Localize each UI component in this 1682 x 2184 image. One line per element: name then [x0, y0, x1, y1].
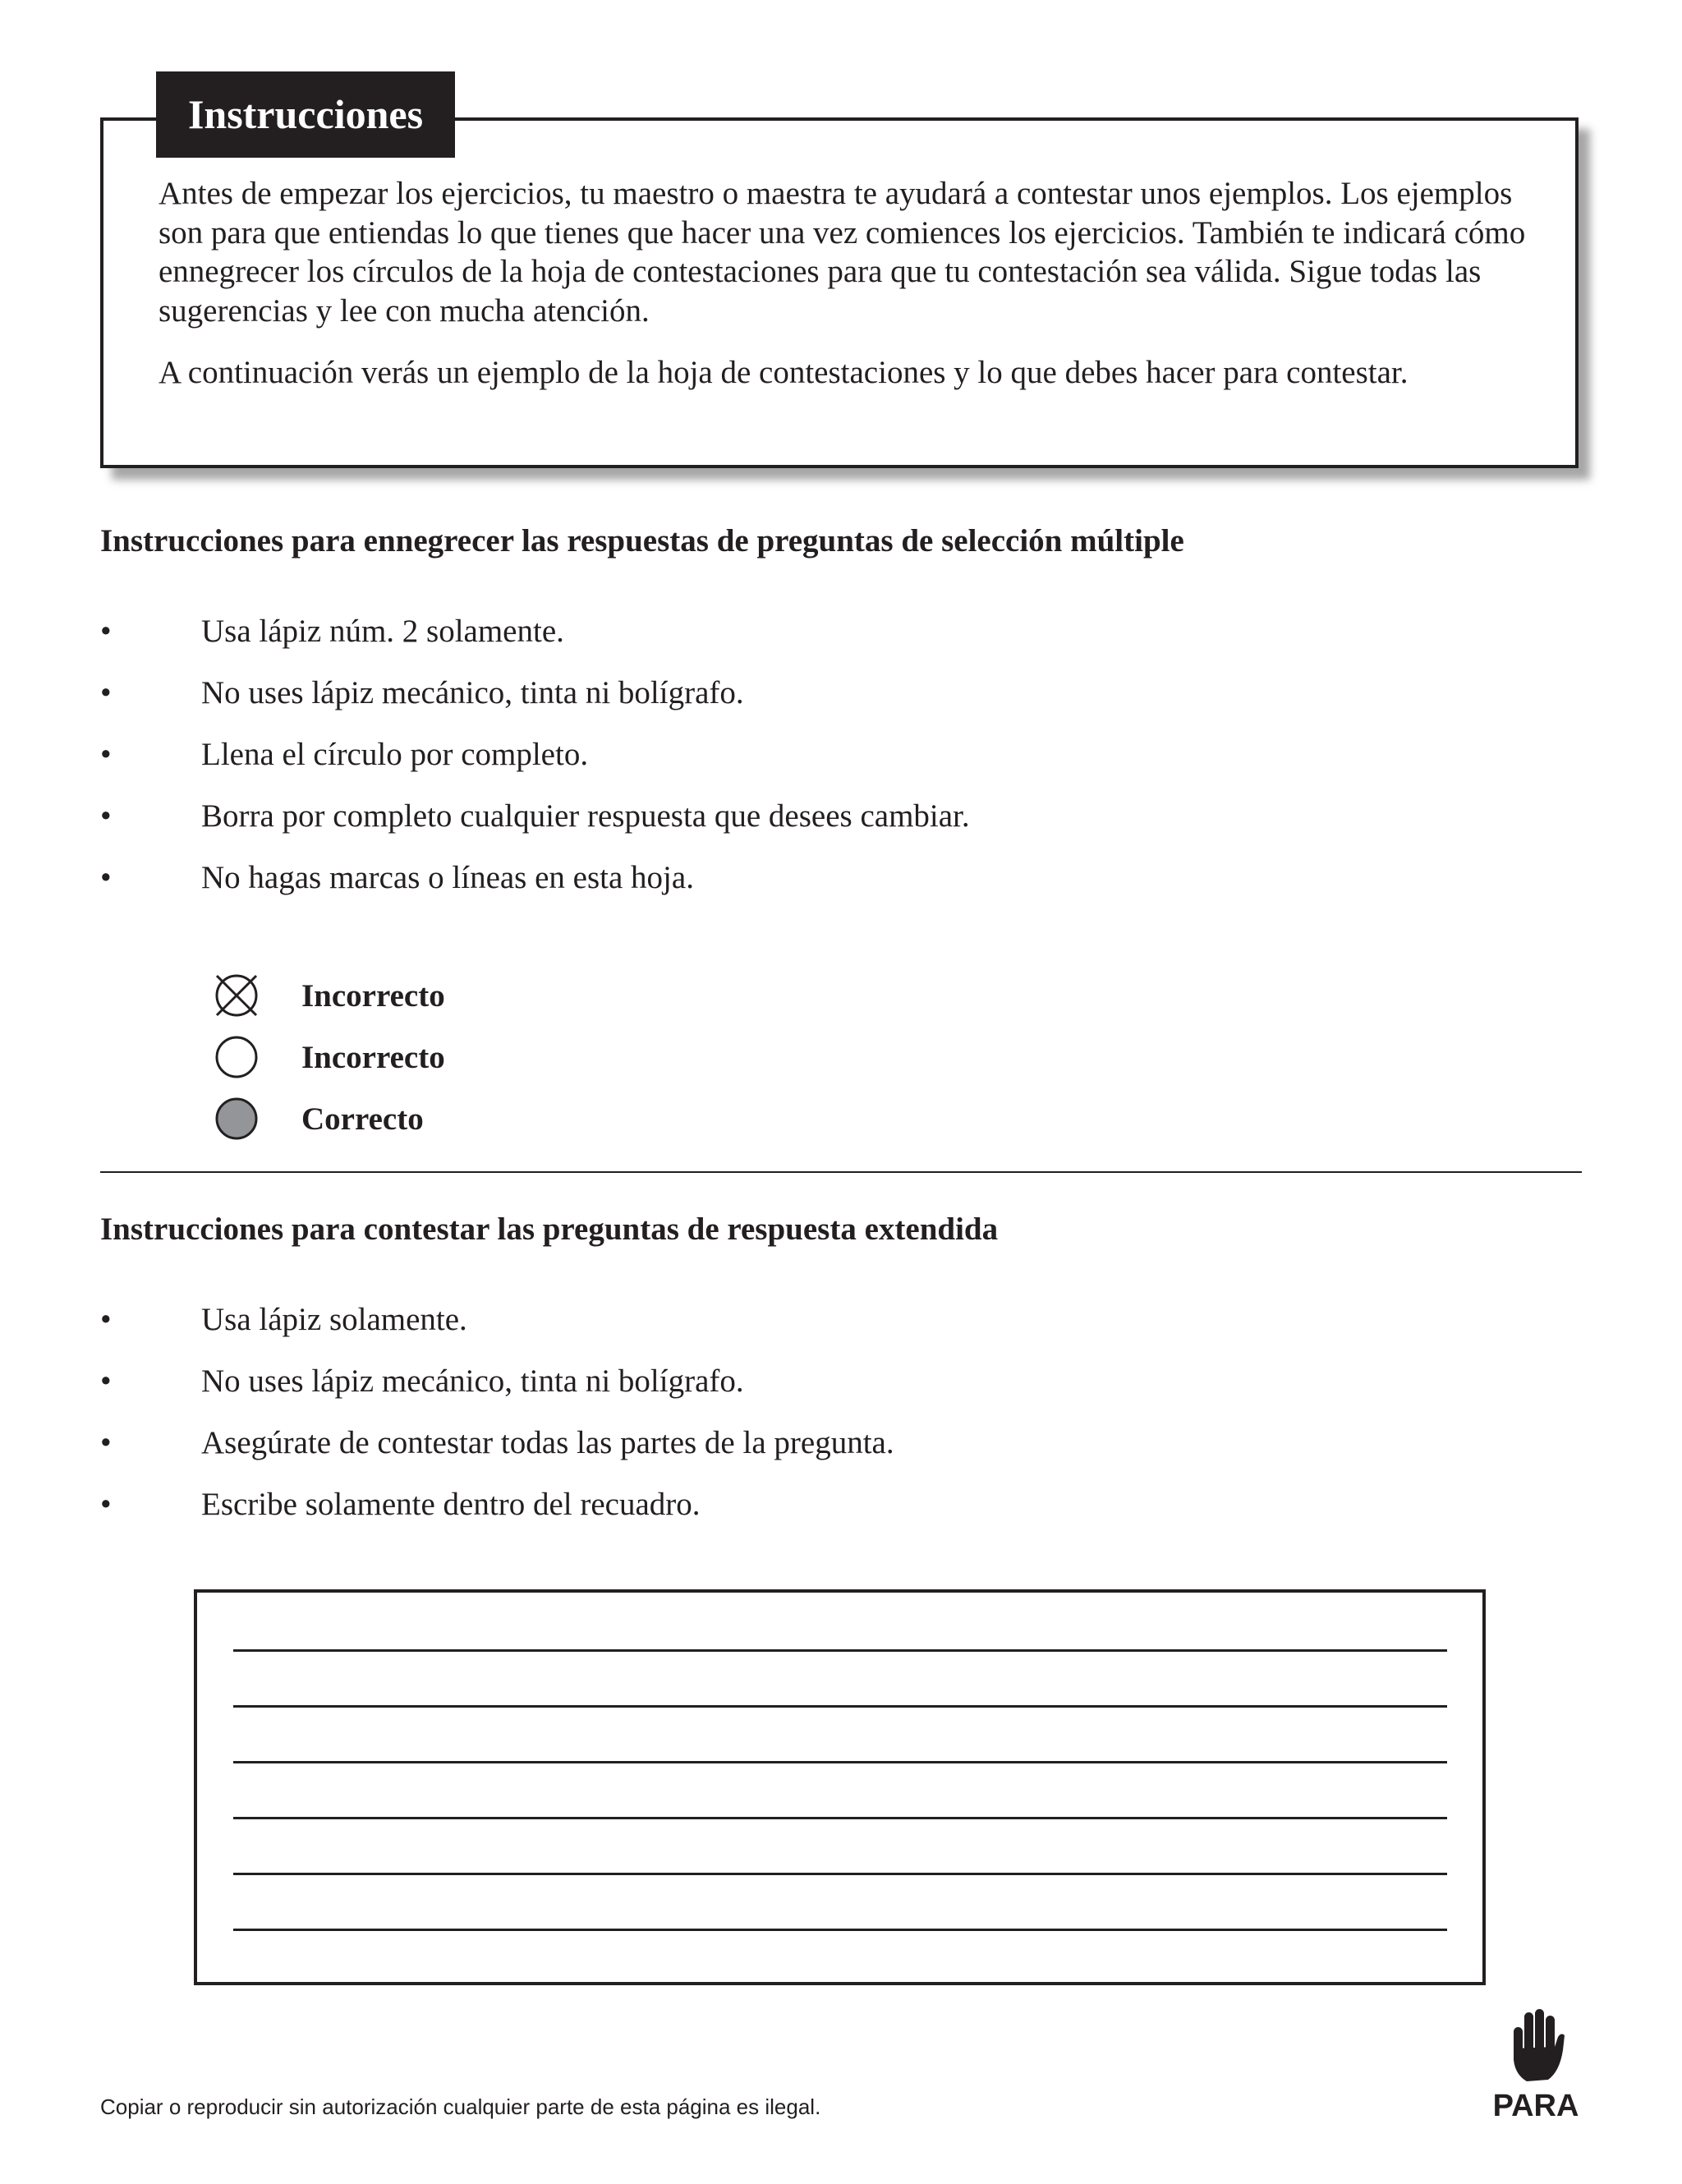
rule-text: No uses lápiz mecánico, tinta ni bolígrafo. [201, 1363, 744, 1399]
answer-line [233, 1817, 1447, 1819]
answer-line [233, 1929, 1447, 1931]
bullet: • [100, 1487, 112, 1522]
raised-hand-icon [1505, 2006, 1568, 2085]
extended-response-heading: Instrucciones para contestar las preguntas de respuesta extendida [100, 1212, 999, 1247]
filled-circle-icon [214, 1096, 260, 1142]
example-label: Incorrecto [301, 978, 445, 1014]
instructions-text [159, 174, 1555, 416]
bullet: • [100, 675, 112, 710]
bullet: • [100, 1302, 112, 1337]
copyright-notice: Copiar o reproducir sin autorización cualquier parte de esta página es ilegal. [100, 2094, 821, 2119]
answer-line [233, 1705, 1447, 1708]
multiple-choice-heading: Instrucciones para ennegrecer las respuestas de preguntas de selección múltiple [100, 523, 1184, 559]
rule-text: No hagas marcas o líneas en esta hoja. [201, 860, 694, 895]
list-item [100, 1289, 894, 1350]
example-label: Incorrecto [301, 1040, 445, 1075]
stop-label: PARA [1492, 2089, 1579, 2123]
list-item [100, 847, 970, 908]
extended-response-rules [100, 1289, 894, 1535]
list-item [100, 1474, 894, 1535]
example-label: Correcto [301, 1101, 424, 1137]
answer-line [233, 1873, 1447, 1875]
rule-text: Asegúrate de contestar todas las partes de la pregunta. [201, 1425, 894, 1460]
bullet: • [100, 1425, 112, 1460]
instructions-paragraph-1: Antes de empezar los ejercicios, tu maestro o maestra te ayudará a contestar unos ejemplos. Los ejemplos son para que entiendas lo que tienes que hacer una vez comiences los ejercicios. También te indicará cómo ennegrecer los círculos de la hoja de contestaciones para que tu contestación sea válida. Sigue todas las sugerencias y lee con mucha atención. [159, 176, 1526, 329]
list-item [100, 1350, 894, 1412]
bullet: • [100, 737, 112, 772]
list-item [100, 600, 970, 662]
instructions-paragraph-2: A continuación verás un ejemplo de la hoja de contestaciones y lo que debes hacer para contestar. [159, 355, 1409, 390]
rule-text: No uses lápiz mecánico, tinta ni bolígrafo. [201, 675, 744, 710]
list-item [100, 662, 970, 724]
bullet: • [100, 614, 112, 649]
rule-text: Escribe solamente dentro del recuadro. [201, 1487, 701, 1522]
crossed-circle-icon [214, 972, 260, 1018]
bullet: • [100, 860, 112, 895]
rule-text: Usa lápiz solamente. [201, 1302, 467, 1337]
list-item [100, 785, 970, 847]
list-item [100, 1412, 894, 1474]
rule-text: Llena el círculo por completo. [201, 737, 589, 772]
bullet: • [100, 1363, 112, 1399]
multiple-choice-rules [100, 600, 970, 908]
empty-circle-icon [214, 1034, 260, 1080]
instructions-title: Instrucciones [156, 71, 455, 158]
list-item [100, 724, 970, 785]
rule-text: Usa lápiz núm. 2 solamente. [201, 614, 564, 649]
sample-answer-box [194, 1589, 1486, 1985]
answer-line [233, 1761, 1447, 1763]
bullet: • [100, 798, 112, 834]
section-divider [100, 1171, 1582, 1173]
rule-text: Borra por completo cualquier respuesta que desees cambiar. [201, 798, 970, 834]
answer-line [233, 1649, 1447, 1652]
